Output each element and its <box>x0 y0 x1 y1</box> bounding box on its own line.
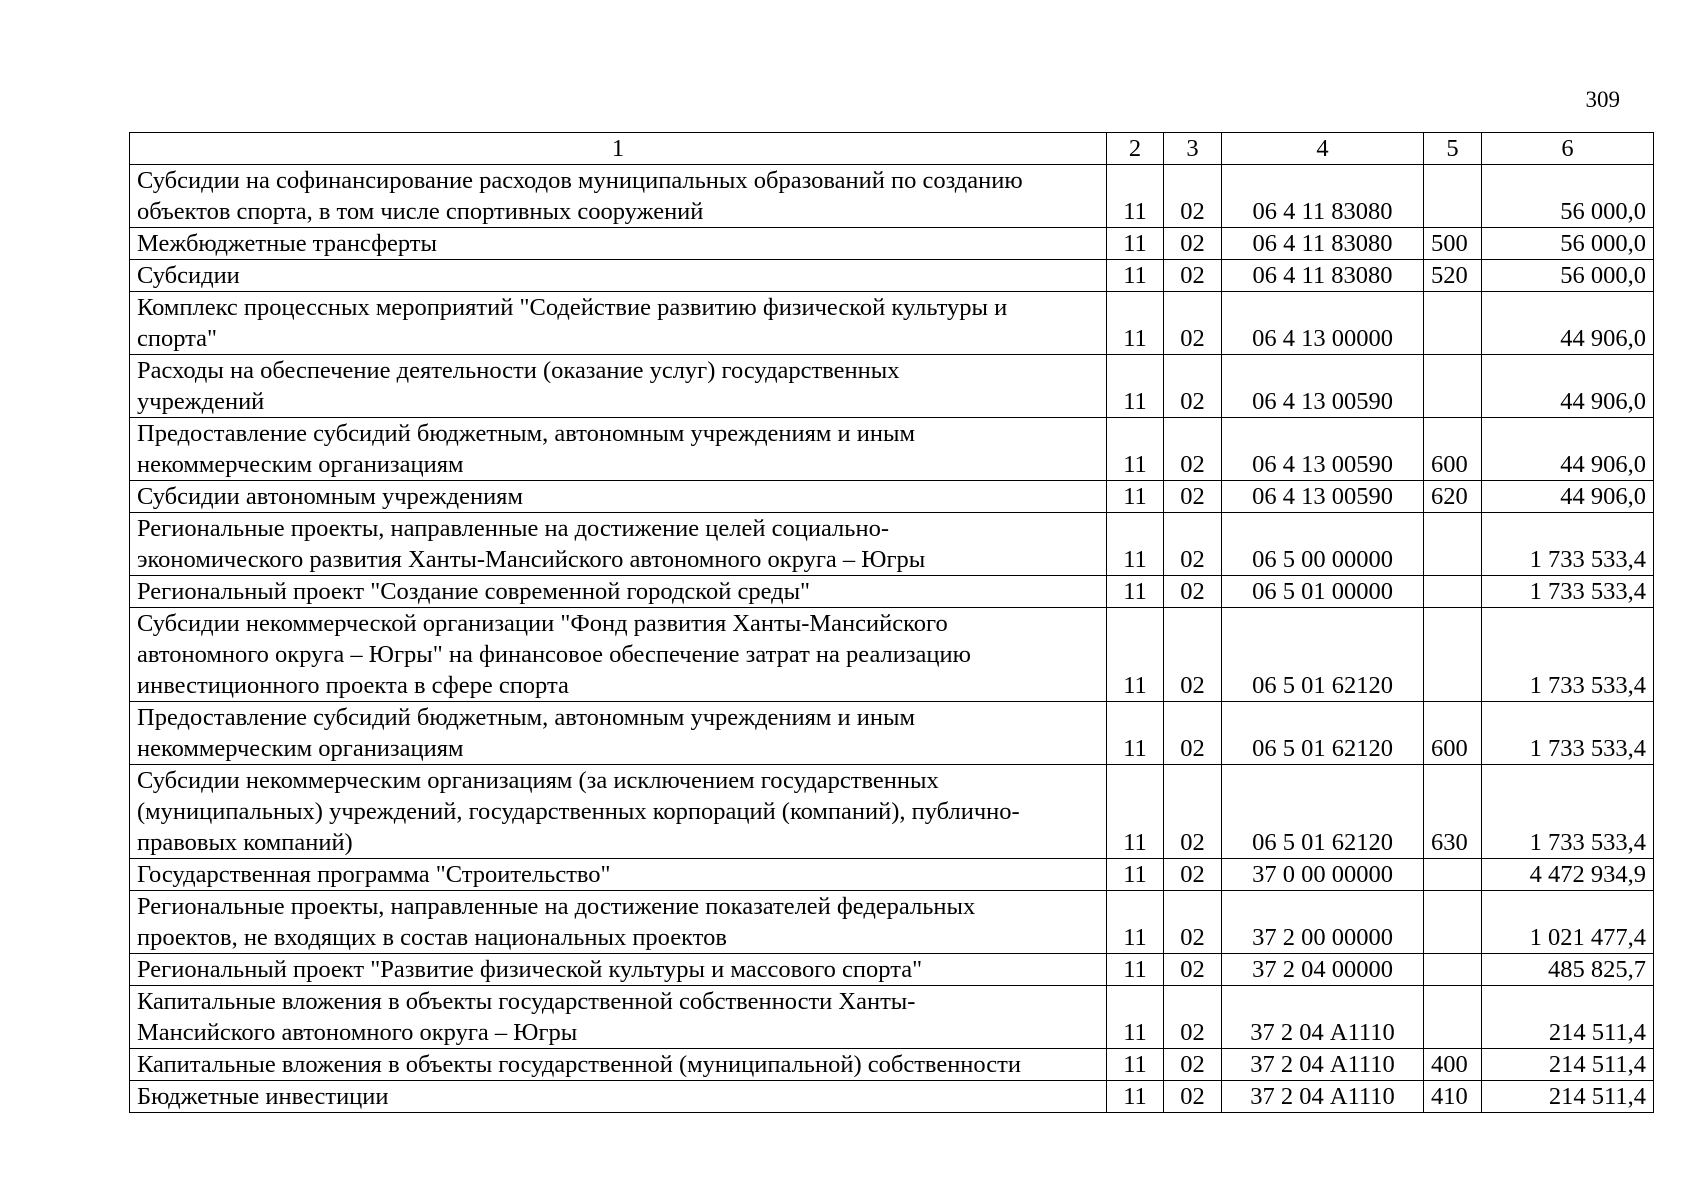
row-amount: 485 825,7 <box>1482 954 1654 986</box>
table-row <box>130 859 1654 891</box>
row-description <box>130 165 1107 228</box>
row-expense-type <box>1424 165 1482 228</box>
row-amount: 44 906,0 <box>1482 481 1654 513</box>
table-row <box>130 513 1654 576</box>
row-amount: 44 906,0 <box>1482 418 1654 481</box>
row-subsection-code: 02 <box>1164 1049 1222 1081</box>
description-line: автономного округа – Югры" на финансовое обеспечение затрат на реализацию <box>137 641 971 668</box>
row-section-code: 11 <box>1107 608 1164 702</box>
row-section-code: 11 <box>1107 513 1164 576</box>
table-row <box>130 165 1654 228</box>
description-line: Расходы на обеспечение деятельности (оказание услуг) государственных <box>137 357 900 384</box>
row-target-article: 37 2 04 А1110 <box>1222 1081 1424 1113</box>
row-section-code: 11 <box>1107 1049 1164 1081</box>
description-line: проектов, не входящих в состав национальных проектов <box>137 924 727 951</box>
row-subsection-code: 02 <box>1164 891 1222 954</box>
row-amount: 1 733 533,4 <box>1482 608 1654 702</box>
row-description <box>130 481 1107 513</box>
row-section-code: 11 <box>1107 165 1164 228</box>
header-col-6: 6 <box>1482 133 1654 165</box>
description-line: Капитальные вложения в объекты государственной собственности Ханты- <box>137 988 916 1015</box>
row-amount: 56 000,0 <box>1482 165 1654 228</box>
description-line: спорта" <box>137 325 218 352</box>
row-expense-type: 400 <box>1424 1049 1482 1081</box>
row-target-article: 06 5 01 62120 <box>1222 702 1424 765</box>
description-line: Региональные проекты, направленные на достижение показателей федеральных <box>137 893 976 920</box>
description-line: правовых компаний) <box>137 829 353 856</box>
row-amount: 56 000,0 <box>1482 228 1654 260</box>
row-subsection-code: 02 <box>1164 608 1222 702</box>
row-expense-type <box>1424 859 1482 891</box>
table-row <box>130 228 1654 260</box>
row-description <box>130 513 1107 576</box>
row-target-article: 06 5 00 00000 <box>1222 513 1424 576</box>
row-subsection-code: 02 <box>1164 702 1222 765</box>
row-target-article: 06 4 11 83080 <box>1222 260 1424 292</box>
description-line: Мансийского автономного округа – Югры <box>137 1019 578 1046</box>
row-amount: 4 472 934,9 <box>1482 859 1654 891</box>
description-line: Комплекс процессных мероприятий "Содействие развитию физической культуры и <box>137 294 1008 321</box>
row-subsection-code: 02 <box>1164 1081 1222 1113</box>
description-line: некоммерческим организациям <box>137 451 464 478</box>
row-expense-type <box>1424 576 1482 608</box>
page-number: 309 <box>1585 87 1620 112</box>
row-target-article: 06 4 11 83080 <box>1222 165 1424 228</box>
row-expense-type: 600 <box>1424 418 1482 481</box>
row-description <box>130 859 1107 891</box>
row-subsection-code: 02 <box>1164 228 1222 260</box>
row-target-article: 37 0 00 00000 <box>1222 859 1424 891</box>
row-expense-type <box>1424 608 1482 702</box>
row-expense-type <box>1424 891 1482 954</box>
row-amount: 1 733 533,4 <box>1482 513 1654 576</box>
row-expense-type: 600 <box>1424 702 1482 765</box>
row-amount: 1 733 533,4 <box>1482 702 1654 765</box>
table-row <box>130 260 1654 292</box>
row-target-article: 37 2 00 00000 <box>1222 891 1424 954</box>
row-description <box>130 418 1107 481</box>
row-subsection-code: 02 <box>1164 260 1222 292</box>
description-line: Государственная программа "Строительство" <box>137 861 611 888</box>
row-section-code: 11 <box>1107 954 1164 986</box>
row-target-article: 06 5 01 62120 <box>1222 608 1424 702</box>
description-line: Региональные проекты, направленные на достижение целей социально- <box>137 515 889 542</box>
table-row <box>130 1049 1654 1081</box>
row-description <box>130 891 1107 954</box>
row-description <box>130 292 1107 355</box>
description-line: Региональный проект "Развитие физической культуры и массового спорта" <box>137 956 923 983</box>
table-row <box>130 576 1654 608</box>
description-line: (муниципальных) учреждений, государственных корпораций (компаний), публично- <box>137 798 1020 825</box>
table-row <box>130 702 1654 765</box>
description-line: Субсидии некоммерческой организации "Фонд развития Ханты-Мансийского <box>137 610 948 637</box>
description-line: Региональный проект "Создание современной городской среды" <box>137 578 811 605</box>
row-target-article: 06 4 13 00590 <box>1222 481 1424 513</box>
row-description <box>130 702 1107 765</box>
row-expense-type: 410 <box>1424 1081 1482 1113</box>
row-section-code: 11 <box>1107 576 1164 608</box>
description-line: Субсидии автономным учреждениям <box>137 483 523 510</box>
row-description <box>130 986 1107 1049</box>
description-line: Межбюджетные трансферты <box>137 230 437 257</box>
row-description <box>130 576 1107 608</box>
row-expense-type <box>1424 292 1482 355</box>
row-amount: 44 906,0 <box>1482 355 1654 418</box>
description-line: Субсидии на софинансирование расходов муниципальных образований по созданию <box>137 167 1023 194</box>
description-line: Предоставление субсидий бюджетным, автономным учреждениям и иным <box>137 704 915 731</box>
description-line: Субсидии <box>137 262 240 289</box>
row-description <box>130 1081 1107 1113</box>
row-amount: 214 511,4 <box>1482 1049 1654 1081</box>
header-col-4: 4 <box>1222 133 1424 165</box>
row-target-article: 37 2 04 А1110 <box>1222 1049 1424 1081</box>
table-row <box>130 608 1654 702</box>
row-target-article: 06 4 13 00590 <box>1222 355 1424 418</box>
table-header-row <box>130 133 1654 165</box>
row-subsection-code: 02 <box>1164 481 1222 513</box>
table-row <box>130 418 1654 481</box>
row-description <box>130 954 1107 986</box>
row-section-code: 11 <box>1107 986 1164 1049</box>
description-line: объектов спорта, в том числе спортивных сооружений <box>137 198 704 225</box>
row-target-article: 06 4 13 00590 <box>1222 418 1424 481</box>
row-expense-type: 500 <box>1424 228 1482 260</box>
row-amount: 1 733 533,4 <box>1482 765 1654 859</box>
row-description <box>130 765 1107 859</box>
row-amount: 1 733 533,4 <box>1482 576 1654 608</box>
row-expense-type: 620 <box>1424 481 1482 513</box>
description-line: Предоставление субсидий бюджетным, автономным учреждениям и иным <box>137 420 915 447</box>
row-expense-type: 630 <box>1424 765 1482 859</box>
row-section-code: 11 <box>1107 702 1164 765</box>
row-section-code: 11 <box>1107 765 1164 859</box>
description-line: Бюджетные инвестиции <box>137 1083 389 1110</box>
row-expense-type <box>1424 954 1482 986</box>
row-amount: 56 000,0 <box>1482 260 1654 292</box>
row-section-code: 11 <box>1107 481 1164 513</box>
row-target-article: 06 5 01 00000 <box>1222 576 1424 608</box>
row-subsection-code: 02 <box>1164 765 1222 859</box>
table-body <box>130 133 1654 1113</box>
description-line: Субсидии некоммерческим организациям (за исключением государственных <box>137 767 939 794</box>
row-description <box>130 355 1107 418</box>
table-row <box>130 481 1654 513</box>
row-subsection-code: 02 <box>1164 165 1222 228</box>
row-subsection-code: 02 <box>1164 576 1222 608</box>
row-description <box>130 260 1107 292</box>
row-amount: 44 906,0 <box>1482 292 1654 355</box>
row-section-code: 11 <box>1107 1081 1164 1113</box>
header-col-1: 1 <box>130 133 1107 165</box>
row-expense-type <box>1424 986 1482 1049</box>
row-subsection-code: 02 <box>1164 418 1222 481</box>
row-subsection-code: 02 <box>1164 355 1222 418</box>
description-line: учреждений <box>137 388 265 415</box>
row-section-code: 11 <box>1107 891 1164 954</box>
header-col-5: 5 <box>1424 133 1482 165</box>
row-target-article: 06 4 13 00000 <box>1222 292 1424 355</box>
table-row <box>130 355 1654 418</box>
description-line: экономического развития Ханты-Мансийского автономного округа – Югры <box>137 546 926 573</box>
header-col-3: 3 <box>1164 133 1222 165</box>
row-section-code: 11 <box>1107 418 1164 481</box>
row-section-code: 11 <box>1107 260 1164 292</box>
row-amount: 214 511,4 <box>1482 986 1654 1049</box>
row-section-code: 11 <box>1107 355 1164 418</box>
row-description <box>130 608 1107 702</box>
table-row <box>130 292 1654 355</box>
row-subsection-code: 02 <box>1164 292 1222 355</box>
table-row <box>130 1081 1654 1113</box>
row-target-article: 37 2 04 А1110 <box>1222 986 1424 1049</box>
row-target-article: 06 4 11 83080 <box>1222 228 1424 260</box>
row-amount: 1 021 477,4 <box>1482 891 1654 954</box>
table-row <box>130 954 1654 986</box>
description-line: инвестиционного проекта в сфере спорта <box>137 672 569 699</box>
row-expense-type <box>1424 513 1482 576</box>
row-expense-type: 520 <box>1424 260 1482 292</box>
row-subsection-code: 02 <box>1164 986 1222 1049</box>
row-amount: 214 511,4 <box>1482 1081 1654 1113</box>
row-expense-type <box>1424 355 1482 418</box>
table-row <box>130 891 1654 954</box>
row-subsection-code: 02 <box>1164 513 1222 576</box>
row-description <box>130 1049 1107 1081</box>
row-description <box>130 228 1107 260</box>
row-section-code: 11 <box>1107 292 1164 355</box>
header-col-2: 2 <box>1107 133 1164 165</box>
description-line: Капитальные вложения в объекты государственной (муниципальной) собственности <box>137 1051 1021 1078</box>
table-row <box>130 765 1654 859</box>
row-section-code: 11 <box>1107 859 1164 891</box>
row-section-code: 11 <box>1107 228 1164 260</box>
row-target-article: 06 5 01 62120 <box>1222 765 1424 859</box>
row-subsection-code: 02 <box>1164 859 1222 891</box>
table-row <box>130 986 1654 1049</box>
row-target-article: 37 2 04 00000 <box>1222 954 1424 986</box>
budget-table <box>129 132 1654 1113</box>
row-subsection-code: 02 <box>1164 954 1222 986</box>
description-line: некоммерческим организациям <box>137 735 464 762</box>
